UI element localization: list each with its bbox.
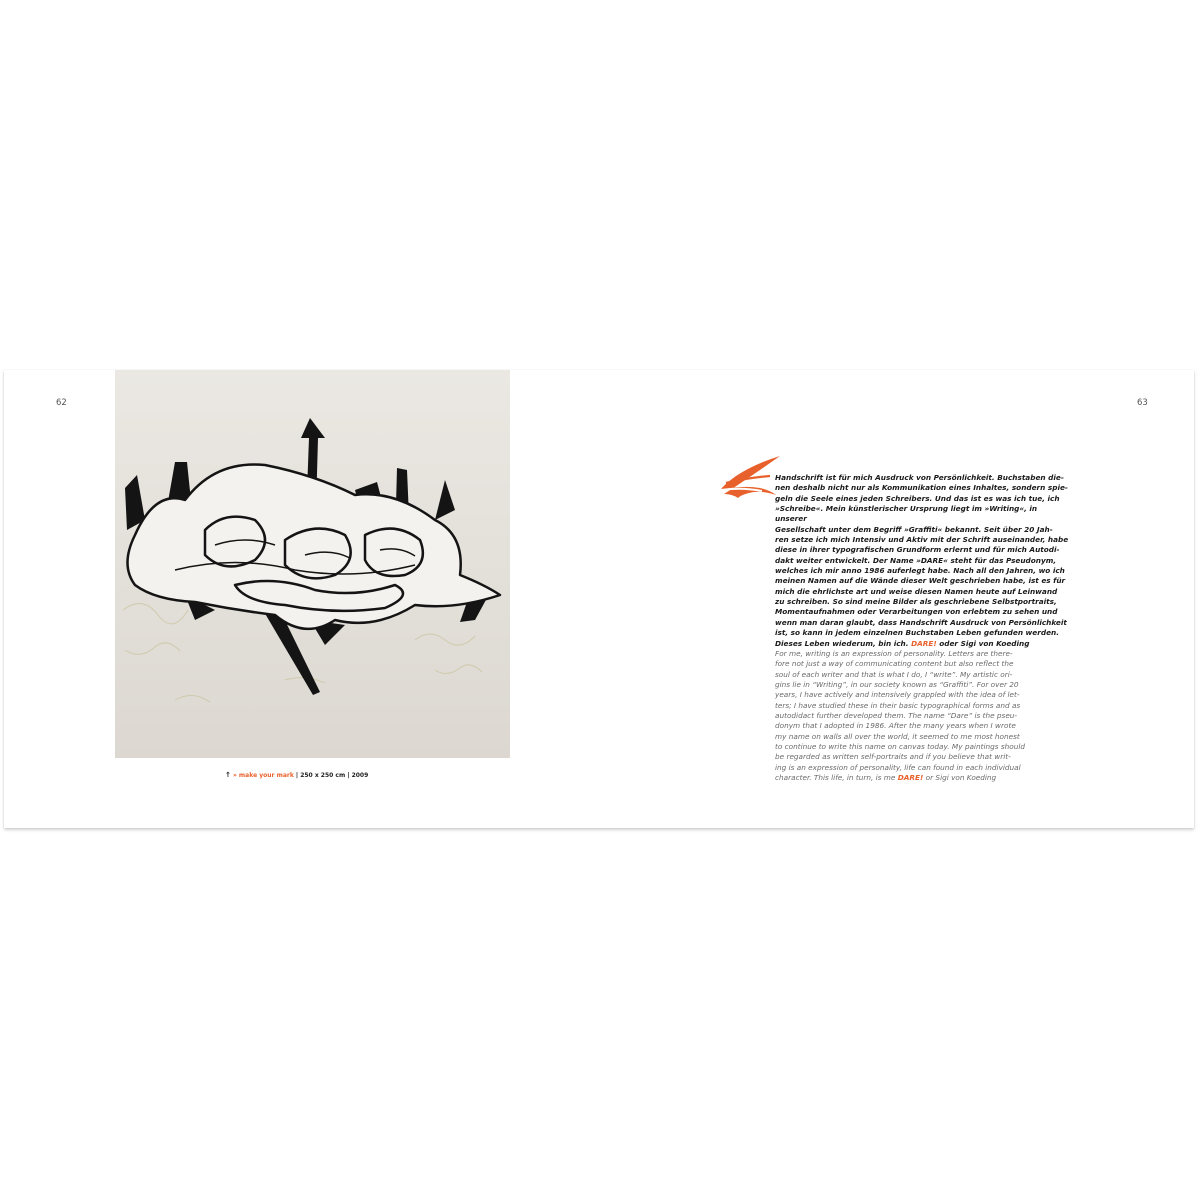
german-body: Handschrift ist für mich Ausdruck von Persönlichkeit. Buchstaben die- nen deshalb nicht nur als Kommunikation eines Inhaltes, sondern spie- geln die Seele eines jeden Schreibers. Und das ist es was ich tue, ich »Schreibe«. Mein künstlerischer Ursprung liegt im »Writing«, in unserer Gesellschaft unter dem Begriff »Graffiti« bekannt. Seit über 20 Jah- ren setze ich mich Intensiv und Aktiv mit der Schrift auseinander, habe diese in ihrer typografischen Grundform erlernt und für mich Autodi- dakt weiter entwickelt. Der Name »DARE« steht für das Pseudonym, welches ich mir anno 1986 auferlegt habe. Nach all den Jahren, wo ich meinen Namen auf die Wände dieser Welt geschrieben habe, ist es für mich die ehrlichste art und weise diesen Namen heute auf Leinwand zu schreiben. So sind meine Bilder als geschriebene Selbstportraits, Momentaufnahmen oder Verarbeitungen von erlebtem zu sehen und wenn man daran glaubt, dass Handschrift Ausdruck von Persönlichkeit ist, so kann in jedem einzelnen Buchstaben Leben gefunden werden. Dieses Leben wiederum, bin ich. xyxy=(775,473,1069,648)
page-number-left: 62 xyxy=(56,398,67,408)
caption-title: » make your mark xyxy=(232,772,294,779)
english-signature-tail: or Sigi von Koeding xyxy=(923,773,997,783)
graffiti-artwork-icon xyxy=(115,370,510,758)
german-signature-name: DARE! xyxy=(911,638,937,648)
orange-swoosh-icon xyxy=(716,454,782,502)
english-text-block xyxy=(775,649,1070,783)
caption-size: 250 x 250 cm xyxy=(300,772,346,779)
caption-separator: | xyxy=(293,772,301,779)
german-signature-tail: oder Sigi von Koeding xyxy=(936,638,1030,648)
caption-separator: | xyxy=(345,772,352,779)
graffiti-artwork-image xyxy=(115,370,510,758)
caption-year: 2009 xyxy=(351,772,369,779)
german-text-block xyxy=(775,473,1070,649)
artwork-caption xyxy=(225,771,368,779)
arrow-up-icon: ↑ xyxy=(225,771,231,779)
book-spread xyxy=(4,370,1194,828)
page-number-right: 63 xyxy=(1137,398,1148,408)
english-body: For me, writing is an expression of personality. Letters are there- fore not just a way of communicating content but also reflect the soul of each writer and that is what I do, I “write”. My artistic ori- gins lie in “Writing”, in our society known as “Graffiti”. For over 20 years, I have actively and intensively grappled with the idea of let- ters; I have studied these in their basic typographical forms and as autodidact further developed them. The name “Dare” is the pseu- donym that I adopted in 1986. After the many years when I wrote my name on walls all over the world, it seemed to me most honest to continue to write this name on canvas today. My paintings should be regarded as written self-portraits and if you believe that writ- ing is an expression of personality, life can found in each individual character. This life, in turn, is me xyxy=(775,649,1026,783)
english-signature-name: DARE! xyxy=(897,773,924,783)
